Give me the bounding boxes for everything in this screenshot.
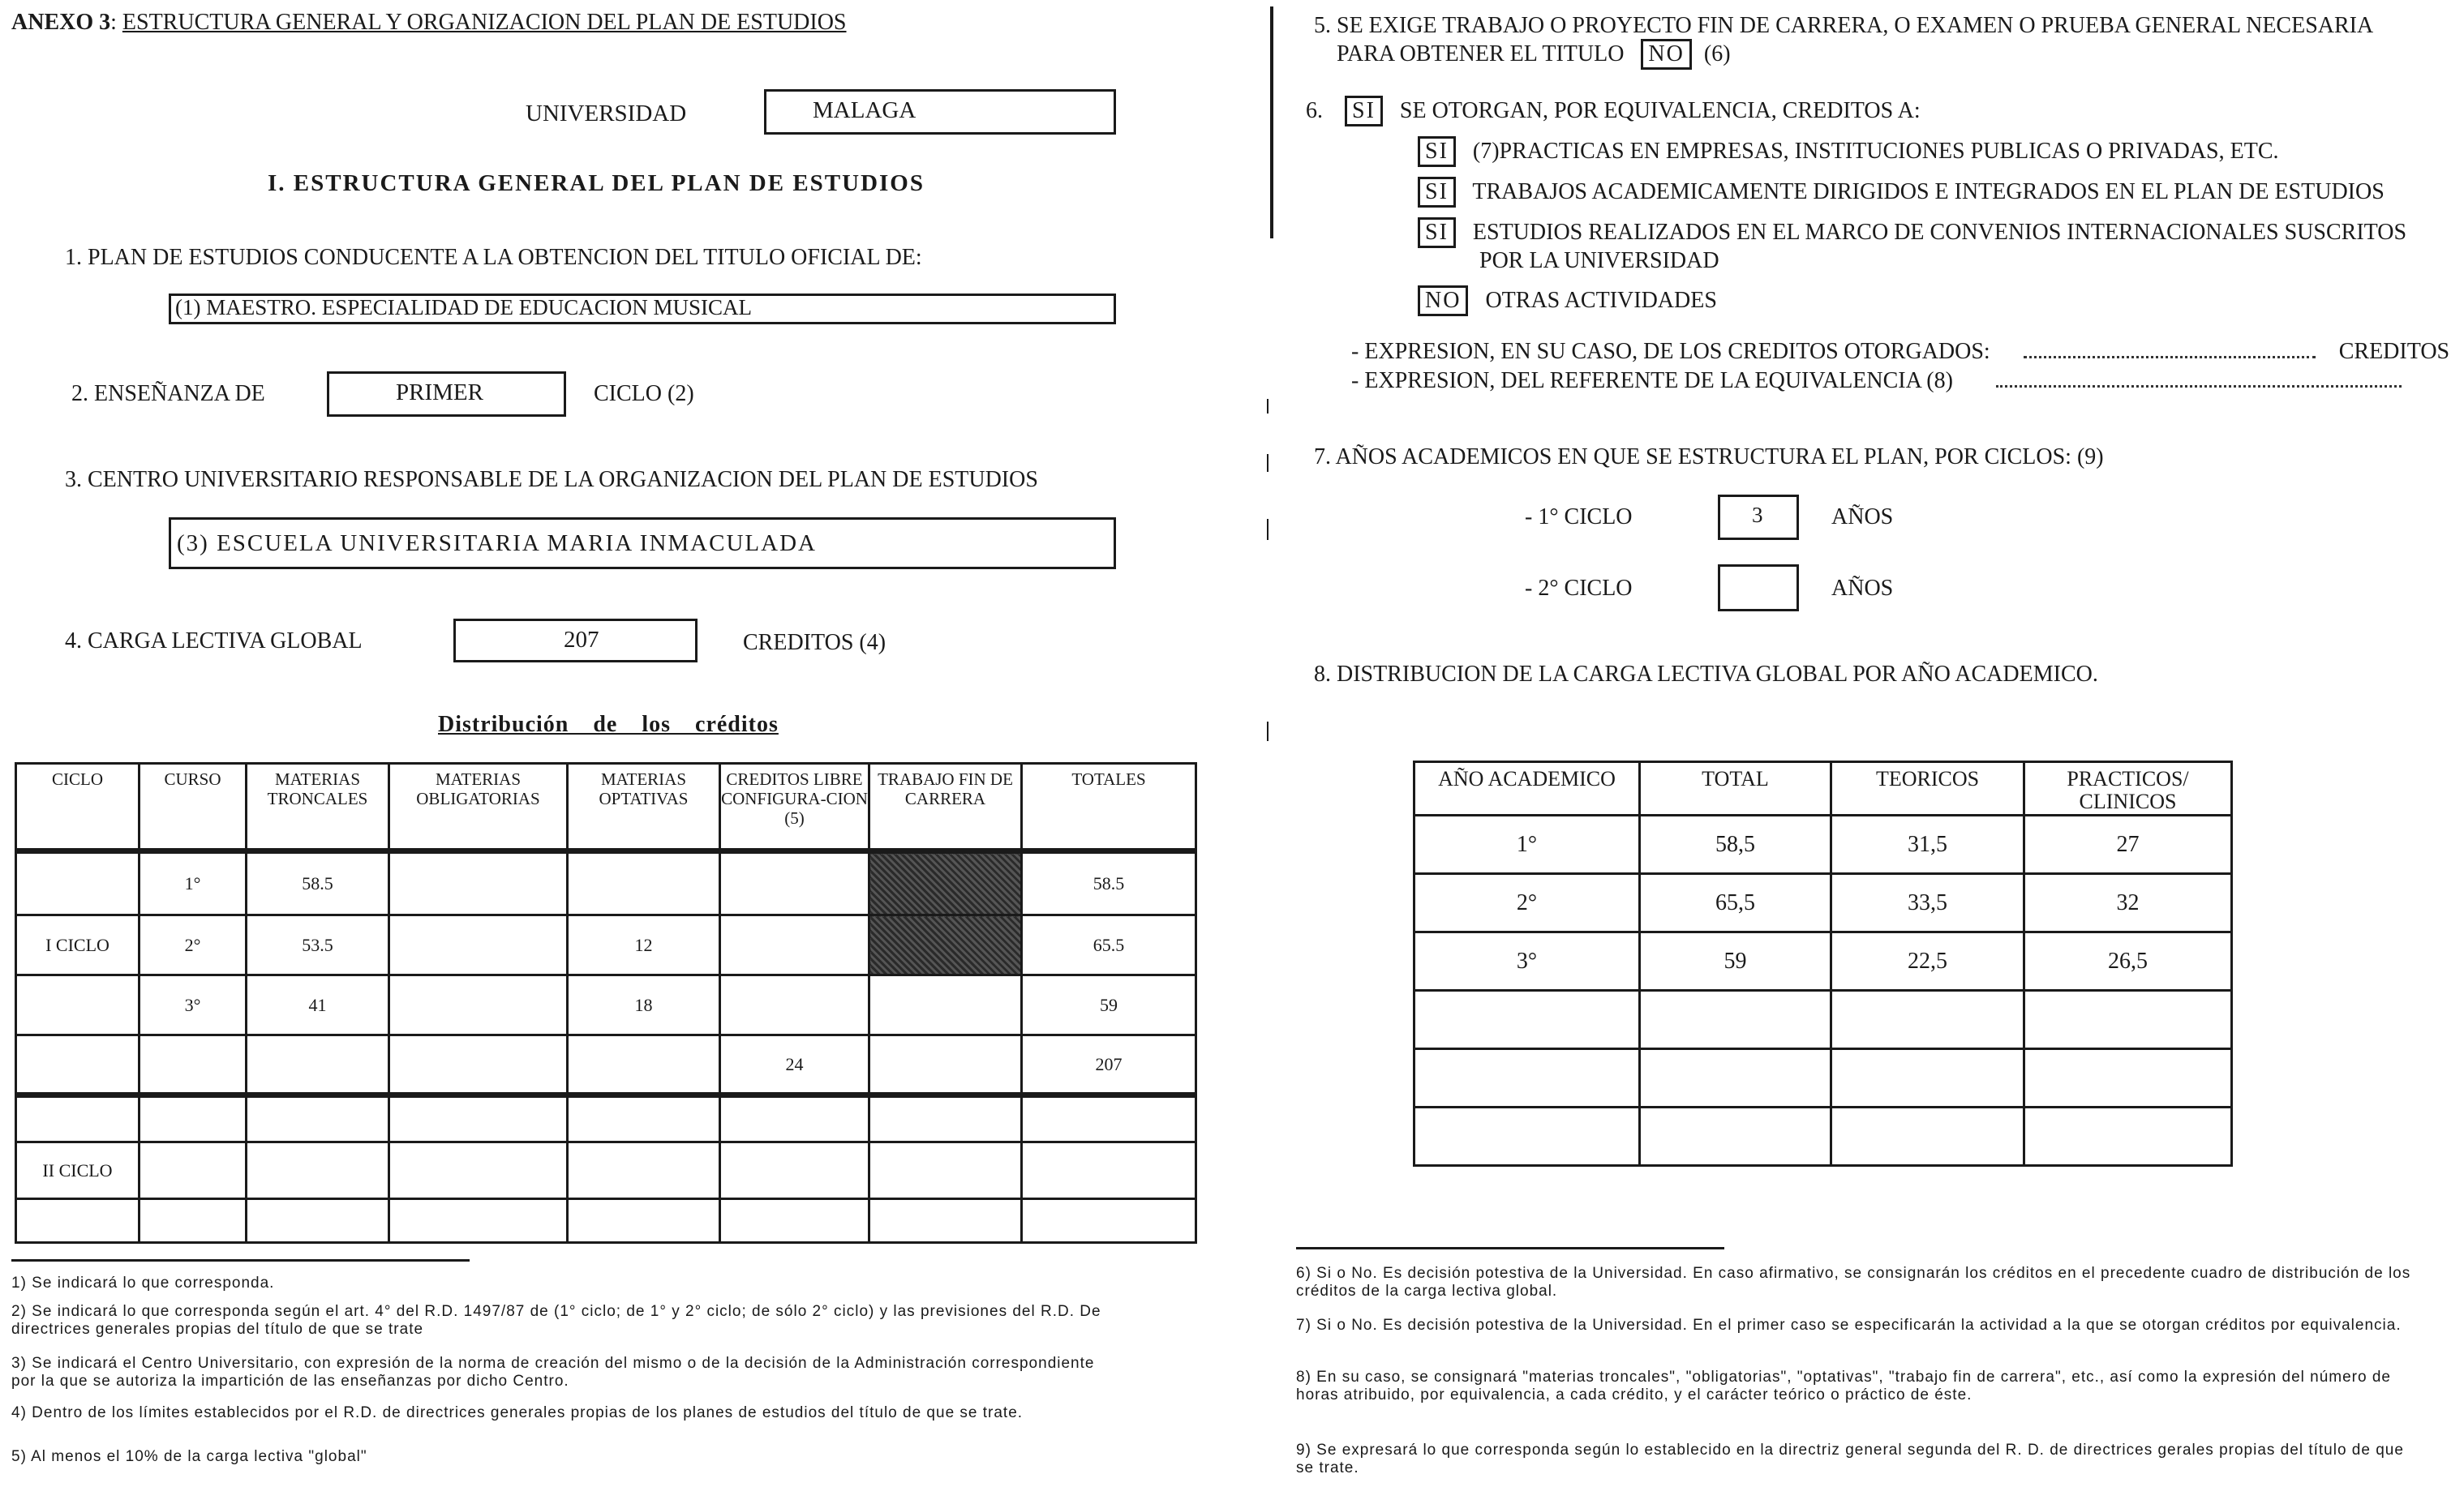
item4-suffix: CREDITOS (4) [743,630,886,655]
table-cell: 2° [1414,874,1640,932]
table-cell [16,851,140,915]
item5-label: PARA OBTENER EL TITULO [1337,41,1625,66]
table-cell: 65,5 [1640,874,1831,932]
table-cell [568,1142,720,1199]
table-row [1414,874,2232,932]
table-cell: 59 [1640,932,1831,991]
table-cell [869,1199,1022,1243]
table-cell: 18 [568,975,720,1035]
header-obligatorias: MATERIAS OBLIGATORIAS [389,764,568,851]
header-totales: TOTALES [1022,764,1196,851]
table-cell [568,1035,720,1095]
footnote-9: 9) Se expresará lo que corresponda según lo establecido en la directriz general segunda del R. D. de directrices gerales propias del título de que se trate. [1296,1442,2404,1476]
table-cell [1022,1095,1196,1142]
table-cell: 2° [140,915,247,975]
ciclo1-anos: AÑOS [1831,504,1894,529]
table-cell [16,1035,140,1095]
table-cell [1022,1199,1196,1243]
header-total: TOTAL [1640,762,1831,816]
table-cell: 53.5 [247,915,389,975]
item4-label: 4. CARGA LECTIVA GLOBAL [65,628,363,654]
item6-label: SE OTORGAN, POR EQUIVALENCIA, CREDITOS A: [1399,98,1921,123]
item6-option-trabajos [1418,177,2385,208]
footnote-7: 7) Si o No. Es decisión potestiva de la Universidad. En el primer caso se especificarán la actividad a la que se otorgan créditos por equivalencia. [1296,1317,2402,1334]
table-header-row [16,764,1196,851]
footnote-divider [1296,1247,1724,1249]
footnote-3: 3) Se indicará el Centro Universitario, con expresión de la norma de creación del mismo o de la decisión de la Administración correspondiente por la que se autoriza la impartición de las enseñanzas por dicho Centro. [11,1355,1095,1390]
margin-mark [1270,6,1273,238]
header-curso: CURSO [140,764,247,851]
table-cell: 24 [720,1035,869,1095]
dotted-fill-line [1996,385,2402,388]
table-cell [720,915,869,975]
footnote-6: 6) Si o No. Es decisión potestiva de la Universidad. En caso afirmativo, se consignarán los créditos en el precedente cuadro de distribución de los créditos de la carga lectiva global. [1296,1265,2411,1300]
anexo-heading: ANEXO 3: ESTRUCTURA GENERAL Y ORGANIZACION DEL PLAN DE ESTUDIOS [11,10,847,35]
universidad-value: MALAGA [813,97,916,123]
header-teoricos: TEORICOS [1831,762,2024,816]
table-cell [389,1095,568,1142]
table-cell [568,1199,720,1243]
table-cell [16,1095,140,1142]
table-header-row [1414,762,2232,816]
table-cell [140,1035,247,1095]
item8-label: 8. DISTRIBUCION DE LA CARGA LECTIVA GLOBAL POR AÑO ACADEMICO. [1314,662,2098,687]
table-row [16,1035,1196,1095]
item7-label: 7. AÑOS ACADEMICOS EN QUE SE ESTRUCTURA EL PLAN, POR CICLOS: (9) [1314,444,2104,469]
table-cell [869,1035,1022,1095]
table-row [1414,1108,2232,1166]
table-row [1414,1049,2232,1108]
dotted-fill-line [2024,356,2316,358]
expresion-creditos-suffix: CREDITOS [2338,339,2450,364]
table-cell [389,1199,568,1243]
item2-value: PRIMER [396,379,483,405]
table-cell: 41 [247,975,389,1035]
table-cell [1640,1049,1831,1108]
option-label: (7)PRACTICAS EN EMPRESAS, INSTITUCIONES PUBLICAS O PRIVADAS, ETC. [1472,139,2279,164]
table-cell: II CICLO [16,1142,140,1199]
table-cell [869,975,1022,1035]
table-cell [140,1199,247,1243]
table-cell: 22,5 [1831,932,2024,991]
table-cell: 1° [1414,816,1640,874]
ciclo1-label: - 1° CICLO [1525,504,1633,529]
item6-heading [1306,96,1921,126]
footnote-4: 4) Dentro de los límites establecidos por el R.D. de directrices generales propias de los planes de estudios del título de que se trate. [11,1404,1024,1421]
item5-line1: 5. SE EXIGE TRABAJO O PROYECTO FIN DE CARRERA, O EXAMEN O PRUEBA GENERAL NECESARIA [1314,13,2374,38]
redacted-cell [869,851,1022,915]
table-row [1414,932,2232,991]
item3-value: (3) ESCUELA UNIVERSITARIA MARIA INMACULADA [177,530,817,556]
footnote-divider [11,1259,470,1262]
header-ano-academico: AÑO ACADEMICO [1414,762,1640,816]
item6-option-otras [1418,285,1717,316]
margin-mark [1267,399,1268,414]
item5-answer-box: NO [1641,39,1691,70]
table-cell [1414,991,1640,1049]
table-cell: 27 [2024,816,2232,874]
header-trabajo-fin-carrera: TRABAJO FIN DE CARRERA [869,764,1022,851]
table-cell: I CICLO [16,915,140,975]
table-cell: 59 [1022,975,1196,1035]
ciclo1-value: 3 [1752,503,1763,527]
table-row [16,851,1196,915]
academic-year-table [1413,761,2233,1167]
section-title: I. ESTRUCTURA GENERAL DEL PLAN DE ESTUDIOS [268,170,925,196]
table-row [16,1199,1196,1243]
credit-distribution-table [15,762,1197,1244]
header-libre-configuracion: CREDITOS LIBRE CONFIGURA-CION (5) [720,764,869,851]
item2-suffix: CICLO (2) [594,381,694,406]
item2-label: 2. ENSEÑANZA DE [71,381,265,406]
header-optativas: MATERIAS OPTATIVAS [568,764,720,851]
item6-number: 6. [1306,98,1323,123]
expresion-referente [1351,368,2402,394]
ciclo2-label: - 2° CICLO [1525,576,1633,601]
item1-value: (1) MAESTRO. ESPECIALIDAD DE EDUCACION MUSICAL [175,295,752,319]
table-cell [16,1199,140,1243]
table-cell [1022,1142,1196,1199]
header-troncales: MATERIAS TRONCALES [247,764,389,851]
table-cell [247,1142,389,1199]
table-cell [389,1035,568,1095]
expresion-creditos-label: - EXPRESION, EN SU CASO, DE LOS CREDITOS OTORGADOS: [1351,339,1990,364]
item6-answer-box: SI [1345,96,1383,126]
item4-value: 207 [564,627,599,653]
table-cell: 33,5 [1831,874,2024,932]
table-cell [720,1142,869,1199]
footnote-2: 2) Se indicará lo que corresponda según el art. 4° del R.D. 1497/87 de (1° ciclo; de 1° y 2° ciclo; de sólo 2° ciclo) y las previsiones del R.D. De directrices generales propias del título de que se trate [11,1303,1101,1338]
table-cell [1831,1108,2024,1166]
table-row [16,915,1196,975]
table-cell [1640,1108,1831,1166]
footnote-8: 8) En su caso, se consignará "materias troncales", "obligatorias", "optativas", "trabajo fin de carrera", etc., así como la expresión del número de horas atribuido, por equivalencia, a cada crédito, y el carácter teórico o práctico de éste. [1296,1369,2391,1403]
table-cell [16,975,140,1035]
table-cell: 12 [568,915,720,975]
table-row [16,1095,1196,1142]
expresion-creditos [1351,339,2449,365]
option-label: ESTUDIOS REALIZADOS EN EL MARCO DE CONVENIOS INTERNACIONALES SUSCRITOS [1472,220,2407,245]
dist-title: Distribución de los créditos [438,712,779,737]
margin-mark [1267,454,1268,472]
option-label-continuation: POR LA UNIVERSIDAD [1479,248,1719,273]
item6-option-practicas [1418,136,2279,167]
table-cell: 3° [1414,932,1640,991]
redacted-cell [869,915,1022,975]
table-cell [1414,1108,1640,1166]
table-cell: 26,5 [2024,932,2232,991]
anexo-title: ESTRUCTURA GENERAL Y ORGANIZACION DEL PLAN DE ESTUDIOS [122,10,847,35]
option-answer-box: SI [1418,217,1456,248]
table-cell [2024,1049,2232,1108]
table-cell [2024,991,2232,1049]
option-label: TRABAJOS ACADEMICAMENTE DIRIGIDOS E INTEGRADOS EN EL PLAN DE ESTUDIOS [1472,179,2385,204]
option-label: OTRAS ACTIVIDADES [1485,288,1717,313]
table-cell [247,1095,389,1142]
table-cell [568,851,720,915]
option-answer-box: SI [1418,136,1456,167]
table-cell [720,975,869,1035]
anexo-label: ANEXO 3 [11,10,111,35]
table-row [16,975,1196,1035]
ciclo2-field [1718,564,1799,611]
table-cell [247,1199,389,1243]
table-cell [720,851,869,915]
table-cell: 1° [140,851,247,915]
ciclo2-anos: AÑOS [1831,576,1894,601]
footnote-5: 5) Al menos el 10% de la carga lectiva "global" [11,1448,367,1465]
table-cell [389,915,568,975]
table-cell [869,1095,1022,1142]
table-cell [720,1199,869,1243]
table-cell [389,975,568,1035]
table-cell [1640,991,1831,1049]
table-cell: 207 [1022,1035,1196,1095]
header-ciclo: CICLO [16,764,140,851]
table-row [1414,991,2232,1049]
universidad-label: UNIVERSIDAD [526,101,687,126]
table-cell [2024,1108,2232,1166]
table-cell: 58.5 [247,851,389,915]
table-cell [720,1095,869,1142]
table-cell: 58,5 [1640,816,1831,874]
margin-mark [1267,519,1268,540]
item5-line2 [1337,39,1731,70]
table-cell: 32 [2024,874,2232,932]
table-cell [1831,1049,2024,1108]
table-cell [1831,991,2024,1049]
table-cell [140,1095,247,1142]
table-row [16,1142,1196,1199]
option-answer-box: NO [1418,285,1468,316]
table-cell [389,1142,568,1199]
expresion-referente-label: - EXPRESION, DEL REFERENTE DE LA EQUIVALENCIA (8) [1351,368,1953,393]
table-cell: 58.5 [1022,851,1196,915]
table-cell [247,1035,389,1095]
table-cell [1414,1049,1640,1108]
item6-option-convenios [1418,217,2406,248]
table-cell: 3° [140,975,247,1035]
item5-suffix: (6) [1703,41,1731,66]
item1-label: 1. PLAN DE ESTUDIOS CONDUCENTE A LA OBTENCION DEL TITULO OFICIAL DE: [65,245,922,270]
item3-label: 3. CENTRO UNIVERSITARIO RESPONSABLE DE LA ORGANIZACION DEL PLAN DE ESTUDIOS [65,467,1038,492]
table-row [1414,816,2232,874]
margin-mark [1267,722,1268,741]
footnote-1: 1) Se indicará lo que corresponda. [11,1275,275,1292]
table-cell [389,851,568,915]
table-cell [140,1142,247,1199]
header-practicos: PRACTICOS/ CLINICOS [2024,762,2232,816]
option-answer-box: SI [1418,177,1456,208]
table-cell: 31,5 [1831,816,2024,874]
table-cell [568,1095,720,1142]
table-cell [869,1142,1022,1199]
table-cell: 65.5 [1022,915,1196,975]
